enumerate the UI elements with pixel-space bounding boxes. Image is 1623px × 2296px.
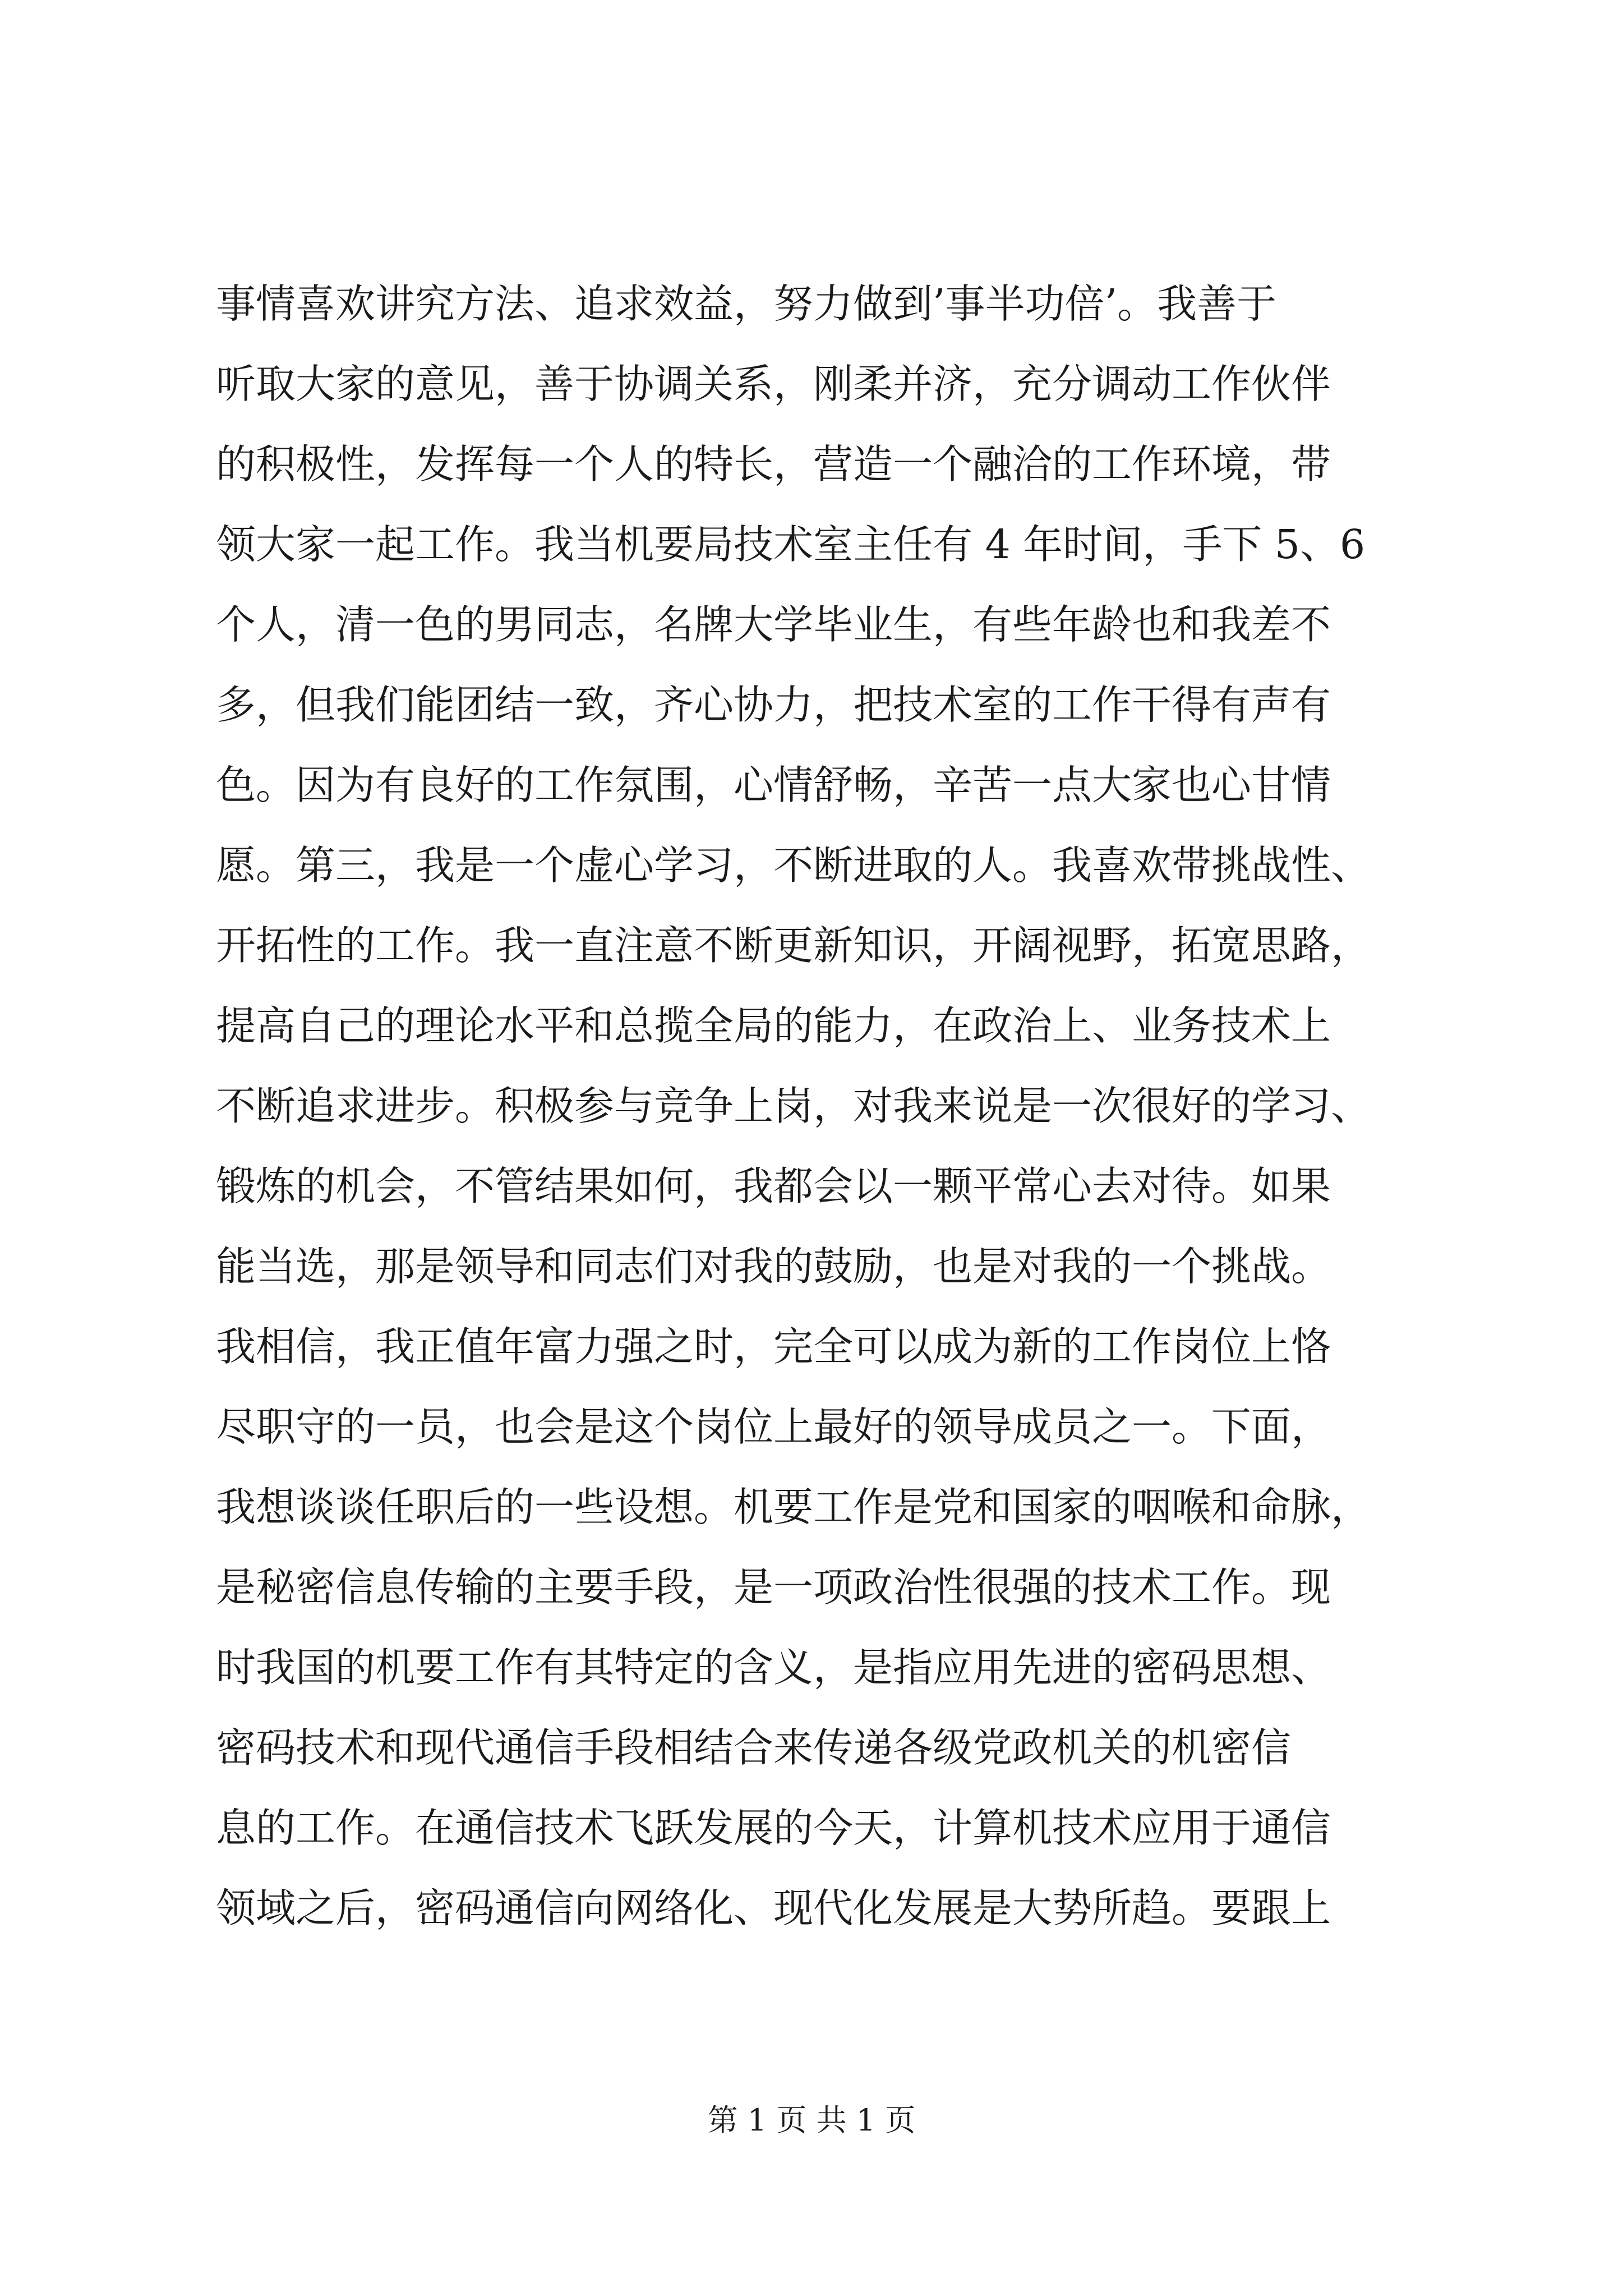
text-line: 是秘密信息传输的主要手段，是一项政治性很强的技术工作。现: [216, 1564, 1331, 1611]
text-line: 开拓性的工作。我一直注意不断更新知识，开阔视野，拓宽思路，: [216, 922, 1371, 969]
text-line: 能当选，那是领导和同志们对我的鼓励，也是对我的一个挑战。: [216, 1243, 1331, 1290]
text-line: 锻炼的机会，不管结果如何，我都会以一颗平常心去对待。如果: [216, 1163, 1331, 1209]
text-line: 不断追求进步。积极参与竞争上岗，对我来说是一次很好的学习、: [216, 1083, 1371, 1129]
text-line: 事情喜欢讲究方法、追求效益，努力做到’事半功倍’。我善于: [216, 280, 1277, 327]
text-line: 尽职守的一员，也会是这个岗位上最好的领导成员之一。下面，: [216, 1404, 1331, 1450]
text-line: 愿。第三，我是一个虚心学习，不断进取的人。我喜欢带挑战性、: [216, 842, 1371, 889]
text-line: 领大家一起工作。我当机要局技术室主任有 4 年时间，手下 5、6: [216, 521, 1366, 568]
text-line: 我想谈谈任职后的一些设想。机要工作是党和国家的咽喉和命脉，: [216, 1484, 1371, 1530]
text-line: 时我国的机要工作有其特定的含义，是指应用先进的密码思想、: [216, 1644, 1331, 1691]
text-line: 我相信，我正值年富力强之时，完全可以成为新的工作岗位上恪: [216, 1323, 1331, 1370]
text-line: 多，但我们能团结一致，齐心协力，把技术室的工作干得有声有: [216, 682, 1331, 728]
text-line: 息的工作。在通信技术飞跃发展的今天，计算机技术应用于通信: [216, 1805, 1331, 1851]
page-number-footer: 第 1 页 共 1 页: [707, 2102, 916, 2138]
document-body: [216, 264, 1427, 1948]
text-line: 的积极性，发挥每一个人的特长，营造一个融洽的工作环境，带: [216, 441, 1331, 487]
text-line: 个人，清一色的男同志，名牌大学毕业生，有些年龄也和我差不: [216, 601, 1331, 648]
text-line: 领域之后，密码通信向网络化、现代化发展是大势所趋。要跟上: [216, 1885, 1331, 1931]
text-line: 提高自己的理论水平和总揽全局的能力，在政治上、业务技术上: [216, 1002, 1331, 1049]
text-line: 密码技术和现代通信手段相结合来传递各级党政机关的机密信: [216, 1724, 1292, 1771]
text-line: 听取大家的意见，善于协调关系，刚柔并济，充分调动工作伙伴: [216, 361, 1331, 407]
text-line: 色。因为有良好的工作氛围，心情舒畅，辛苦一点大家也心甘情: [216, 762, 1331, 808]
